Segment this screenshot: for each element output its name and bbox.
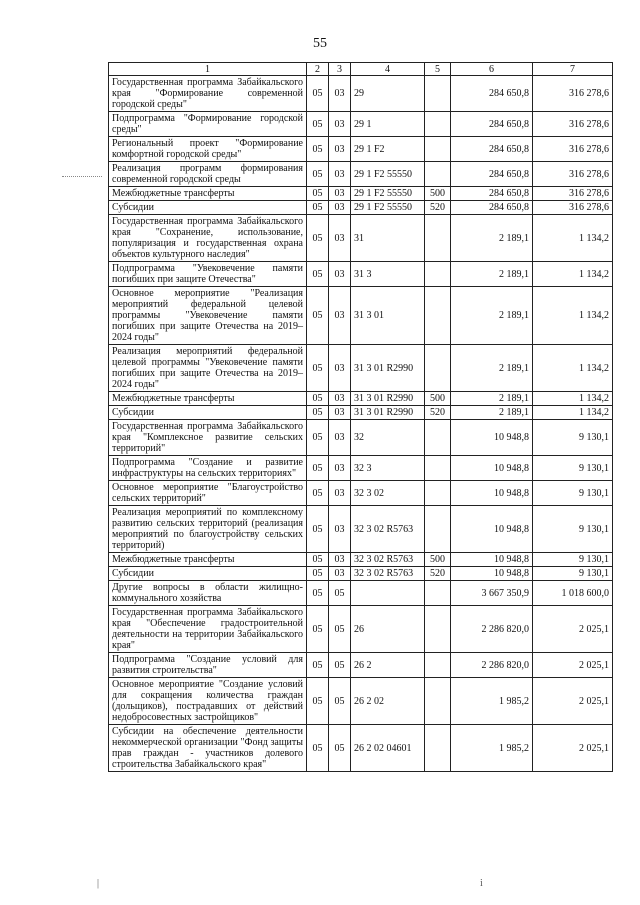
table-row xyxy=(109,162,613,187)
row-sum-year1-cell: 2 189,1 xyxy=(451,215,533,262)
row-name-cell: Основное мероприятие "Реализация мероприятий федеральной целевой программы "Увековечение памяти погибших при защите Отечества на 2019–2024 годы" xyxy=(109,287,307,345)
table-body xyxy=(109,76,613,772)
row-name-cell: Реализация мероприятий федеральной целевой программы "Увековечение памяти погибших при защите Отечества на 2019–2024 годы" xyxy=(109,345,307,392)
row-sum-year2-cell: 9 130,1 xyxy=(533,506,613,553)
row-sum-year2-cell: 1 134,2 xyxy=(533,262,613,287)
header-name-col: 1 xyxy=(109,63,307,76)
row-sum-year2-cell: 316 278,6 xyxy=(533,137,613,162)
row-sum-year1-cell: 10 948,8 xyxy=(451,553,533,567)
row-section-cell: 05 xyxy=(307,553,329,567)
row-target-article-cell: 32 3 xyxy=(351,456,425,481)
row-name-cell: Основное мероприятие "Благоустройство сельских территорий" xyxy=(109,481,307,506)
row-sum-year2-cell: 1 134,2 xyxy=(533,406,613,420)
row-target-article-cell: 29 1 xyxy=(351,112,425,137)
row-section-cell: 05 xyxy=(307,112,329,137)
row-section-cell: 05 xyxy=(307,262,329,287)
table-row xyxy=(109,481,613,506)
row-sum-year2-cell: 1 134,2 xyxy=(533,215,613,262)
row-target-article-cell: 32 3 02 xyxy=(351,481,425,506)
row-name-cell: Межбюджетные трансферты xyxy=(109,187,307,201)
row-sum-year1-cell: 10 948,8 xyxy=(451,567,533,581)
row-subsection-cell: 03 xyxy=(329,112,351,137)
table-row xyxy=(109,287,613,345)
row-name-cell: Межбюджетные трансферты xyxy=(109,553,307,567)
row-expense-type-cell: 500 xyxy=(425,187,451,201)
row-subsection-cell: 03 xyxy=(329,201,351,215)
row-subsection-cell: 03 xyxy=(329,137,351,162)
table-row xyxy=(109,345,613,392)
header-subsection-col: 3 xyxy=(329,63,351,76)
row-sum-year2-cell: 9 130,1 xyxy=(533,420,613,456)
row-name-cell: Государственная программа Забайкальского края "Комплексное развитие сельских территорий" xyxy=(109,420,307,456)
row-target-article-cell: 31 3 01 R2990 xyxy=(351,392,425,406)
row-target-article-cell: 29 1 F2 55550 xyxy=(351,187,425,201)
table-row xyxy=(109,606,613,653)
row-subsection-cell: 03 xyxy=(329,553,351,567)
row-section-cell: 05 xyxy=(307,345,329,392)
row-subsection-cell: 03 xyxy=(329,392,351,406)
row-target-article-cell: 31 3 xyxy=(351,262,425,287)
row-section-cell: 05 xyxy=(307,481,329,506)
row-sum-year2-cell: 2 025,1 xyxy=(533,725,613,772)
row-subsection-cell: 03 xyxy=(329,262,351,287)
row-sum-year1-cell: 2 189,1 xyxy=(451,392,533,406)
row-sum-year2-cell: 9 130,1 xyxy=(533,567,613,581)
header-sum-year1-col: 6 xyxy=(451,63,533,76)
row-target-article-cell: 31 3 01 R2990 xyxy=(351,406,425,420)
row-section-cell: 05 xyxy=(307,725,329,772)
row-subsection-cell: 03 xyxy=(329,345,351,392)
row-sum-year1-cell: 2 189,1 xyxy=(451,262,533,287)
row-sum-year2-cell: 1 134,2 xyxy=(533,345,613,392)
row-sum-year2-cell: 1 134,2 xyxy=(533,392,613,406)
row-name-cell: Основное мероприятие "Создание условий для сокращения количества граждан (дольщиков), пострадавших от действий недобросовестных застройщиков" xyxy=(109,678,307,725)
table-row xyxy=(109,456,613,481)
row-expense-type-cell xyxy=(425,653,451,678)
row-expense-type-cell xyxy=(425,481,451,506)
row-expense-type-cell xyxy=(425,76,451,112)
row-name-cell: Подпрограмма "Создание условий для развития строительства" xyxy=(109,653,307,678)
row-target-article-cell: 26 xyxy=(351,606,425,653)
row-sum-year2-cell: 2 025,1 xyxy=(533,678,613,725)
row-sum-year1-cell: 2 286 820,0 xyxy=(451,653,533,678)
row-section-cell: 05 xyxy=(307,406,329,420)
margin-dotted-line xyxy=(62,176,102,177)
header-expense-type-col: 5 xyxy=(425,63,451,76)
row-target-article-cell: 32 3 02 R5763 xyxy=(351,506,425,553)
row-target-article-cell: 31 3 01 xyxy=(351,287,425,345)
row-name-cell: Реализация мероприятий по комплексному развитию сельских территорий (реализация мероприятий по благоустройству сельских территорий) xyxy=(109,506,307,553)
row-sum-year2-cell: 316 278,6 xyxy=(533,112,613,137)
row-target-article-cell: 32 xyxy=(351,420,425,456)
row-sum-year2-cell: 316 278,6 xyxy=(533,201,613,215)
row-target-article-cell: 31 xyxy=(351,215,425,262)
row-sum-year1-cell: 2 189,1 xyxy=(451,345,533,392)
table-row xyxy=(109,567,613,581)
row-subsection-cell: 03 xyxy=(329,162,351,187)
table-header-row xyxy=(109,63,613,76)
row-subsection-cell: 05 xyxy=(329,678,351,725)
table-row xyxy=(109,187,613,201)
row-sum-year2-cell: 2 025,1 xyxy=(533,653,613,678)
row-sum-year2-cell: 9 130,1 xyxy=(533,553,613,567)
row-name-cell: Подпрограмма "Создание и развитие инфраструктуры на сельских территориях" xyxy=(109,456,307,481)
row-target-article-cell: 32 3 02 R5763 xyxy=(351,567,425,581)
row-sum-year1-cell: 2 189,1 xyxy=(451,406,533,420)
table-row xyxy=(109,137,613,162)
row-sum-year1-cell: 284 650,8 xyxy=(451,187,533,201)
row-expense-type-cell xyxy=(425,137,451,162)
table-row xyxy=(109,112,613,137)
row-section-cell: 05 xyxy=(307,287,329,345)
row-name-cell: Межбюджетные трансферты xyxy=(109,392,307,406)
row-expense-type-cell xyxy=(425,506,451,553)
row-section-cell: 05 xyxy=(307,678,329,725)
row-subsection-cell: 03 xyxy=(329,287,351,345)
row-section-cell: 05 xyxy=(307,606,329,653)
row-name-cell: Государственная программа Забайкальского края "Обеспечение градостроительной деятельности на территории Забайкальского края" xyxy=(109,606,307,653)
row-target-article-cell: 26 2 xyxy=(351,653,425,678)
table-row xyxy=(109,506,613,553)
row-name-cell: Подпрограмма "Формирование городской среды" xyxy=(109,112,307,137)
row-target-article-cell: 32 3 02 R5763 xyxy=(351,553,425,567)
row-expense-type-cell xyxy=(425,262,451,287)
row-expense-type-cell xyxy=(425,112,451,137)
row-section-cell: 05 xyxy=(307,162,329,187)
row-name-cell: Другие вопросы в области жилищно-коммунального хозяйства xyxy=(109,581,307,606)
row-sum-year2-cell: 2 025,1 xyxy=(533,606,613,653)
row-sum-year1-cell: 10 948,8 xyxy=(451,456,533,481)
row-expense-type-cell: 520 xyxy=(425,406,451,420)
row-expense-type-cell xyxy=(425,606,451,653)
row-sum-year1-cell: 1 985,2 xyxy=(451,725,533,772)
row-subsection-cell: 03 xyxy=(329,406,351,420)
row-section-cell: 05 xyxy=(307,653,329,678)
page-number: 55 xyxy=(313,36,327,51)
row-name-cell: Региональный проект "Формирование комфортной городской среды" xyxy=(109,137,307,162)
row-sum-year2-cell: 316 278,6 xyxy=(533,76,613,112)
row-section-cell: 05 xyxy=(307,76,329,112)
row-target-article-cell: 29 1 F2 55550 xyxy=(351,162,425,187)
row-name-cell: Субсидии xyxy=(109,406,307,420)
row-sum-year1-cell: 284 650,8 xyxy=(451,201,533,215)
row-target-article-cell: 31 3 01 R2990 xyxy=(351,345,425,392)
row-expense-type-cell: 520 xyxy=(425,201,451,215)
row-sum-year1-cell: 10 948,8 xyxy=(451,481,533,506)
row-expense-type-cell xyxy=(425,287,451,345)
row-subsection-cell: 03 xyxy=(329,567,351,581)
row-subsection-cell: 05 xyxy=(329,725,351,772)
row-sum-year2-cell: 9 130,1 xyxy=(533,481,613,506)
table-row xyxy=(109,553,613,567)
row-expense-type-cell xyxy=(425,345,451,392)
row-expense-type-cell: 500 xyxy=(425,392,451,406)
row-sum-year1-cell: 10 948,8 xyxy=(451,420,533,456)
row-section-cell: 05 xyxy=(307,392,329,406)
table-row xyxy=(109,406,613,420)
row-sum-year2-cell: 1 134,2 xyxy=(533,287,613,345)
row-subsection-cell: 03 xyxy=(329,187,351,201)
row-section-cell: 05 xyxy=(307,420,329,456)
table-row xyxy=(109,653,613,678)
row-section-cell: 05 xyxy=(307,581,329,606)
row-target-article-cell: 26 2 02 xyxy=(351,678,425,725)
row-name-cell: Подпрограмма "Увековечение памяти погибших при защите Отечества" xyxy=(109,262,307,287)
row-subsection-cell: 05 xyxy=(329,653,351,678)
row-name-cell: Государственная программа Забайкальского края "Формирование современной городской среды" xyxy=(109,76,307,112)
row-sum-year1-cell: 284 650,8 xyxy=(451,162,533,187)
row-expense-type-cell: 500 xyxy=(425,553,451,567)
row-sum-year1-cell: 10 948,8 xyxy=(451,506,533,553)
row-sum-year2-cell: 9 130,1 xyxy=(533,456,613,481)
row-expense-type-cell xyxy=(425,456,451,481)
row-subsection-cell: 05 xyxy=(329,581,351,606)
table-row xyxy=(109,262,613,287)
row-target-article-cell xyxy=(351,581,425,606)
row-sum-year1-cell: 2 189,1 xyxy=(451,287,533,345)
table-row xyxy=(109,215,613,262)
row-section-cell: 05 xyxy=(307,187,329,201)
table-row xyxy=(109,76,613,112)
row-target-article-cell: 29 xyxy=(351,76,425,112)
row-name-cell: Субсидии на обеспечение деятельности некоммерческой организации "Фонд защиты прав граждан - участников долевого строительства Забайкальского края" xyxy=(109,725,307,772)
row-expense-type-cell xyxy=(425,678,451,725)
row-section-cell: 05 xyxy=(307,201,329,215)
row-name-cell: Государственная программа Забайкальского края "Сохранение, использование, популяризация и государственная охрана объектов культурного наследия" xyxy=(109,215,307,262)
row-sum-year2-cell: 1 018 600,0 xyxy=(533,581,613,606)
table-row xyxy=(109,725,613,772)
table-row xyxy=(109,420,613,456)
row-target-article-cell: 29 1 F2 55550 xyxy=(351,201,425,215)
header-sum-year2-col: 7 xyxy=(533,63,613,76)
table-row xyxy=(109,581,613,606)
row-section-cell: 05 xyxy=(307,137,329,162)
edge-mark-left: | xyxy=(97,878,100,889)
table-row xyxy=(109,392,613,406)
edge-mark-right: i xyxy=(480,878,483,889)
table-row xyxy=(109,678,613,725)
row-section-cell: 05 xyxy=(307,567,329,581)
header-target-article-col: 4 xyxy=(351,63,425,76)
row-section-cell: 05 xyxy=(307,456,329,481)
row-expense-type-cell: 520 xyxy=(425,567,451,581)
table-row xyxy=(109,201,613,215)
row-sum-year2-cell: 316 278,6 xyxy=(533,162,613,187)
row-name-cell: Субсидии xyxy=(109,201,307,215)
row-subsection-cell: 03 xyxy=(329,215,351,262)
row-expense-type-cell xyxy=(425,725,451,772)
budget-table xyxy=(108,62,613,772)
row-expense-type-cell xyxy=(425,581,451,606)
row-sum-year1-cell: 284 650,8 xyxy=(451,112,533,137)
row-subsection-cell: 05 xyxy=(329,606,351,653)
row-name-cell: Субсидии xyxy=(109,567,307,581)
row-target-article-cell: 29 1 F2 xyxy=(351,137,425,162)
row-expense-type-cell xyxy=(425,215,451,262)
row-sum-year1-cell: 1 985,2 xyxy=(451,678,533,725)
row-subsection-cell: 03 xyxy=(329,456,351,481)
row-section-cell: 05 xyxy=(307,215,329,262)
row-sum-year1-cell: 3 667 350,9 xyxy=(451,581,533,606)
row-sum-year1-cell: 284 650,8 xyxy=(451,76,533,112)
row-expense-type-cell xyxy=(425,162,451,187)
row-expense-type-cell xyxy=(425,420,451,456)
row-name-cell: Реализация программ формирования современной городской среды xyxy=(109,162,307,187)
row-subsection-cell: 03 xyxy=(329,76,351,112)
row-section-cell: 05 xyxy=(307,506,329,553)
row-sum-year1-cell: 2 286 820,0 xyxy=(451,606,533,653)
row-subsection-cell: 03 xyxy=(329,420,351,456)
row-target-article-cell: 26 2 02 04601 xyxy=(351,725,425,772)
row-sum-year1-cell: 284 650,8 xyxy=(451,137,533,162)
header-section-col: 2 xyxy=(307,63,329,76)
row-subsection-cell: 03 xyxy=(329,481,351,506)
row-subsection-cell: 03 xyxy=(329,506,351,553)
row-sum-year2-cell: 316 278,6 xyxy=(533,187,613,201)
